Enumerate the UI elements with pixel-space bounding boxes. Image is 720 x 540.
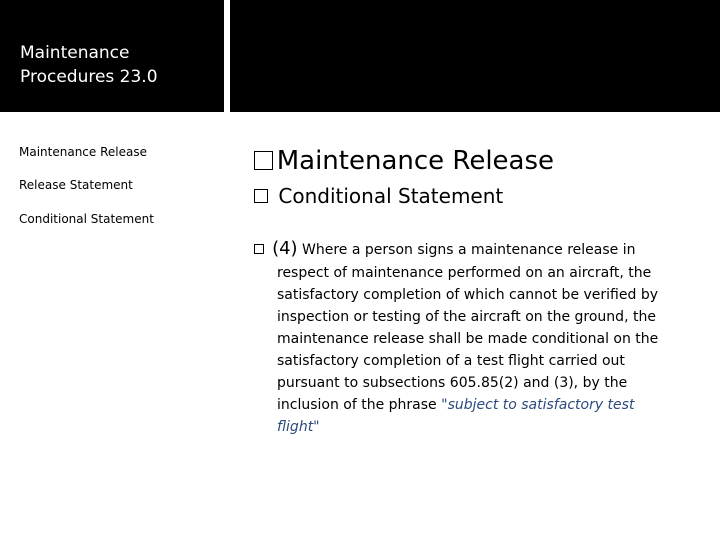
square-bullet-icon [254,244,264,254]
paragraph-line: pursuant to subsections 605.85(2) and (3), by the [277,375,628,391]
square-bullet-icon [254,189,268,203]
slide-title-line-2: Procedures 23.0 [20,67,158,87]
sidebar-item-conditional-statement[interactable]: Conditional Statement [19,212,154,226]
square-bullet-icon [254,151,273,170]
paragraph-line-last [277,394,697,416]
quoted-phrase-end: flight" [277,419,320,435]
sidebar-item-release-statement[interactable]: Release Statement [19,178,133,192]
paragraph-first-line [254,238,636,261]
paragraph-line: maintenance release shall be made conditional on the [277,331,659,347]
phrase-prefix: inclusion of the phrase [277,397,442,413]
paragraph-line-1: Where a person signs a maintenance release in [302,242,636,258]
content-heading [254,146,554,176]
paragraph-line: respect of maintenance performed on an aircraft, the [277,265,652,281]
paragraph-number: (4) [272,238,298,259]
sidebar-item-maintenance-release[interactable]: Maintenance Release [19,145,147,159]
paragraph-line: satisfactory completion of a test flight carried out [277,353,625,369]
title-box [0,0,224,112]
content-subheading [254,184,503,208]
header-band [230,0,720,112]
heading-text: Maintenance Release [276,146,555,176]
quoted-phrase: "subject to satisfactory test [441,397,635,413]
paragraph-body [277,262,697,438]
slide-title-line-1: Maintenance [20,43,130,63]
paragraph-line: inspection or testing of the aircraft on the ground, the [277,309,656,325]
slide-title [20,41,220,89]
subheading-text: Conditional Statement [278,184,504,208]
paragraph-line: satisfactory completion of which cannot be verified by [277,287,658,303]
